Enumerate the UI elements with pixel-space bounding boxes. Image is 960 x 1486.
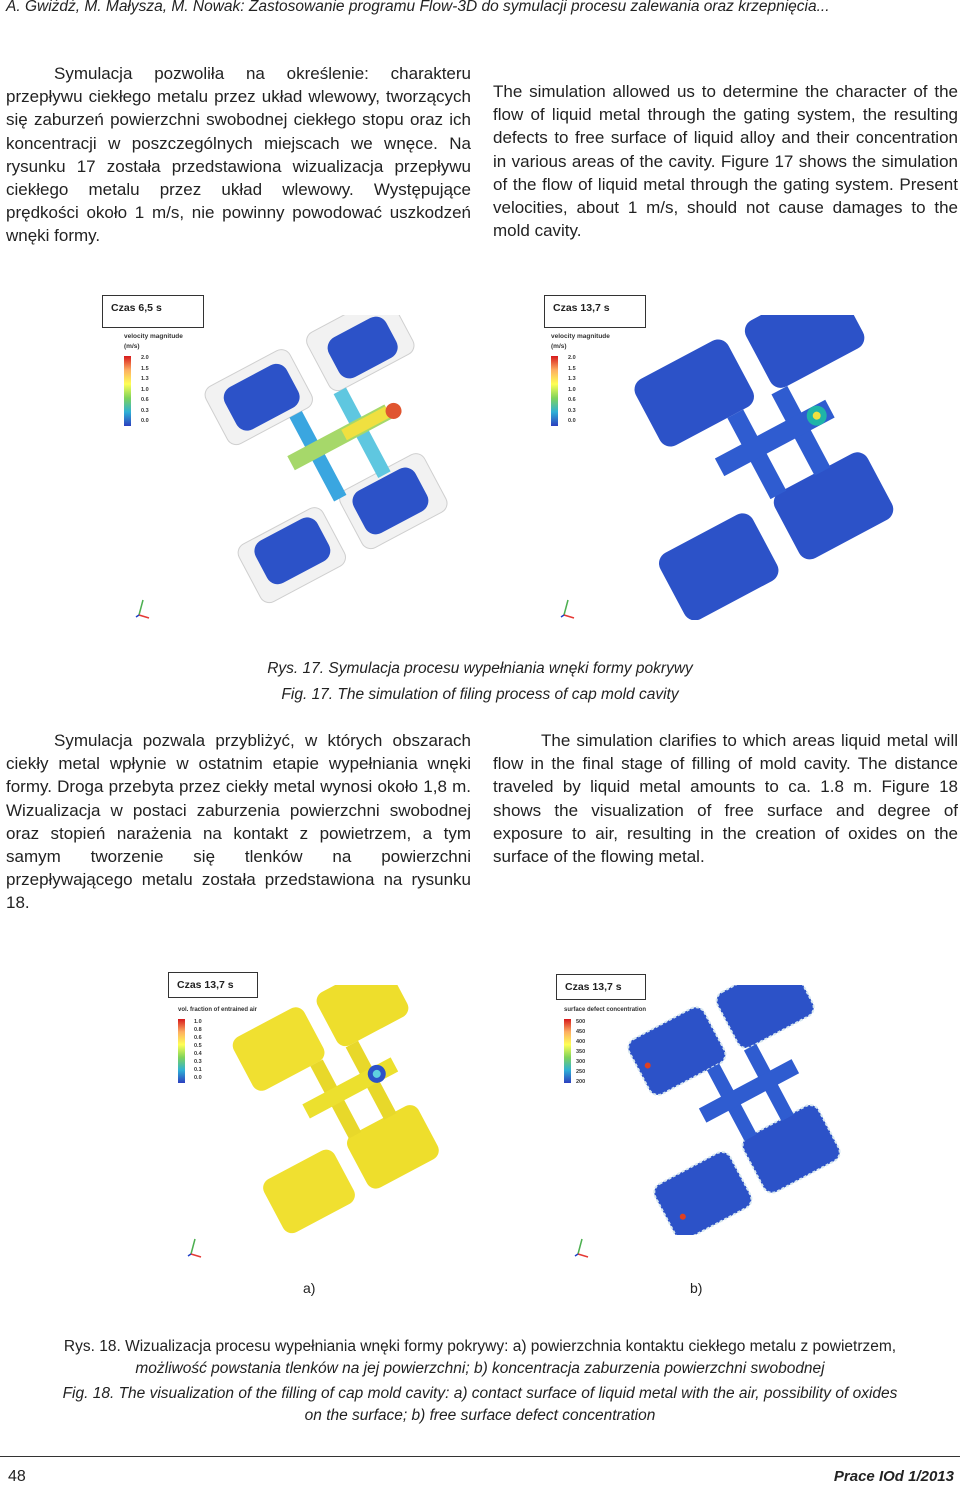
fig17-left-axes-icon bbox=[133, 597, 157, 621]
fig17-left-legend-unit: (m/s) bbox=[124, 343, 140, 350]
fig18-caption-pl-line1: Rys. 18. Wizualizacja procesu wypełniania wnęki formy pokrywy: a) powierzchnia kontaktu ciekłego metalu z powietrzem, bbox=[63, 1338, 897, 1355]
fig17-left-legend-v6: 0.0 bbox=[141, 418, 149, 424]
fig17-left-time-box: Czas 6,5 s bbox=[102, 295, 204, 328]
fig18-right-legend-title: surface defect concentration bbox=[564, 1007, 647, 1013]
fig17-left-simulation-render bbox=[170, 315, 510, 625]
fig18-right-legend-v2: 400 bbox=[576, 1039, 586, 1045]
fig18-left-colorbar bbox=[178, 1019, 185, 1083]
right-column-1 bbox=[493, 80, 958, 242]
fig17-right-legend-unit: (m/s) bbox=[551, 343, 567, 350]
fig17-right-time-box: Czas 13,7 s bbox=[544, 295, 646, 328]
fig18-caption-en-line1: Fig. 18. The visualization of the filling of cap mold cavity: a) contact surface of liquid metal with the air, possibility of oxides bbox=[62, 1385, 898, 1402]
fig18-caption-pl-line2: możliwość powstania tlenków na jej powierzchni; b) koncentracja zaburzenia powierzchni swobodnej bbox=[135, 1359, 825, 1377]
fig18-right-axes-icon bbox=[572, 1236, 596, 1260]
right-column-2 bbox=[493, 729, 958, 868]
fig18-right-colorbar bbox=[564, 1019, 571, 1083]
fig18-left-legend-v6: 0.1 bbox=[194, 1067, 202, 1073]
paragraph-pl-2: Symulacja pozwala przybliżyć, w których obszarach ciekły metal wpłynie w ostatnim etapie wypełniania wnęki formy. Droga przebyta przez ciekły metal wynosi około 1,8 m. Wizualizacja w postaci zaburzenia powierzchni swobodnej oraz stopień narażenia na kontakt z powietrzem, a tym samym tworzenie się tlenków na powierzchni przepływającego metalu została przedstawiona na rysunku 18. bbox=[6, 731, 471, 913]
fig18-label-a: a) bbox=[303, 1280, 316, 1296]
fig17-left-legend-v5: 0.3 bbox=[141, 408, 149, 414]
fig18-right-legend-v1: 450 bbox=[576, 1029, 586, 1035]
left-column-2 bbox=[6, 729, 471, 915]
fig18-left-legend-title: vol. fraction of entrained air bbox=[178, 1007, 258, 1013]
left-column-1 bbox=[6, 62, 471, 248]
fig17-right-legend-v4: 0.6 bbox=[568, 397, 576, 403]
fig18-left-time-box: Czas 13,7 s bbox=[168, 972, 258, 998]
fig17-left-legend-title: velocity magnitude bbox=[124, 333, 183, 340]
fig18-caption-en-line2: on the surface; b) free surface defect concentration bbox=[304, 1406, 656, 1424]
fig18-right-legend-v0: 500 bbox=[576, 1019, 586, 1025]
fig17-right-legend-v2: 1.3 bbox=[568, 376, 576, 382]
paragraph-en-2: The simulation clarifies to which areas liquid metal will flow in the final stage of filling of mold cavity. The distance traveled by liquid metal amounts to ca. 1.8 m. Figure 18 shows the visualization of free surface and degree of exposure to air, resulting in the creation of oxides on the surface of the flowing metal. bbox=[493, 731, 958, 867]
fig18-right-time-box: Czas 13,7 s bbox=[556, 974, 646, 1000]
fig17-caption-en: Fig. 17. The simulation of filing process of cap mold cavity bbox=[281, 686, 679, 703]
fig18-label-b: b) bbox=[690, 1280, 703, 1296]
fig18-left-legend-v2: 0.6 bbox=[194, 1035, 202, 1041]
fig18-right-legend-v3: 350 bbox=[576, 1049, 586, 1055]
fig17-right-legend-v0: 2.0 bbox=[568, 355, 576, 361]
fig17-left-legend-v1: 1.5 bbox=[141, 366, 149, 372]
fig18-right-legend-v6: 200 bbox=[576, 1079, 586, 1085]
fig17-right-legend-title: velocity magnitude bbox=[551, 333, 610, 340]
fig18-left-legend-v0: 1.0 bbox=[194, 1019, 202, 1025]
paragraph-pl-1: Symulacja pozwoliła na określenie: charakteru przepływu ciekłego metalu przez układ wlewowy, tworzących się zaburzeń powierzchni swobodnej ciekłego stopu oraz ich koncentracji w poszczególnych miejscach we wnęce. Na rysunku 17 została przedstawiona wizualizacja przepływu ciekłego metalu przez układ wlewowy. Występujące prędkości około 1 m/s, nie powinny powodować uszkodzeń wnęki formy. bbox=[6, 64, 471, 246]
fig18-right-simulation-render bbox=[600, 985, 890, 1235]
fig17-left-legend-v0: 2.0 bbox=[141, 355, 149, 361]
paragraph-en-1: The simulation allowed us to determine the character of the flow of liquid metal through the gating system, the resulting defects to free surface of liquid alloy and their concentration in various areas of the cavity. Figure 17 shows the simulation of the flow of liquid metal through the gating system. Present velocities, about 1 m/s, should not cause damages to the mold cavity. bbox=[493, 82, 958, 241]
fig18-left-legend-v3: 0.5 bbox=[194, 1043, 202, 1049]
fig17-right-legend-v5: 0.3 bbox=[568, 408, 576, 414]
fig18-left-legend-v4: 0.4 bbox=[194, 1051, 202, 1057]
fig18-right-legend-v4: 300 bbox=[576, 1059, 586, 1065]
fig17-right-simulation-render bbox=[580, 315, 955, 620]
fig18-right-legend-v5: 250 bbox=[576, 1069, 586, 1075]
fig18-caption-en bbox=[6, 1383, 954, 1426]
fig17-left-legend-v2: 1.3 bbox=[141, 376, 149, 382]
fig17-left-legend-v4: 0.6 bbox=[141, 397, 149, 403]
fig17-right-axes-icon bbox=[558, 597, 582, 621]
fig17-left-colorbar bbox=[124, 356, 131, 426]
journal-name: Prace IOd 1/2013 bbox=[833, 1468, 954, 1485]
fig18-left-simulation-render bbox=[210, 985, 480, 1235]
fig17-caption-pl: Rys. 17. Symulacja procesu wypełniania wnęki formy pokrywy bbox=[267, 660, 693, 677]
page-number: 48 bbox=[8, 1468, 26, 1485]
footer-rule bbox=[0, 1456, 960, 1457]
fig17-right-colorbar bbox=[551, 356, 558, 426]
fig17-right-legend-v3: 1.0 bbox=[568, 387, 576, 393]
running-header: A. Gwiżdż, M. Małysza, M. Nowak: Zastosowanie programu Flow-3D do symulacji procesu zalewania oraz krzepnięcia... bbox=[6, 0, 830, 15]
fig18-caption-pl bbox=[6, 1336, 954, 1379]
fig18-left-legend-v7: 0.0 bbox=[194, 1075, 202, 1081]
fig17-left-legend-v3: 1.0 bbox=[141, 387, 149, 393]
fig18-left-axes-icon bbox=[185, 1236, 209, 1260]
fig17-right-legend-v1: 1.5 bbox=[568, 366, 576, 372]
fig17-right-legend-v6: 0.0 bbox=[568, 418, 576, 424]
fig18-left-legend-v5: 0.3 bbox=[194, 1059, 202, 1065]
fig18-left-legend-v1: 0.8 bbox=[194, 1027, 202, 1033]
